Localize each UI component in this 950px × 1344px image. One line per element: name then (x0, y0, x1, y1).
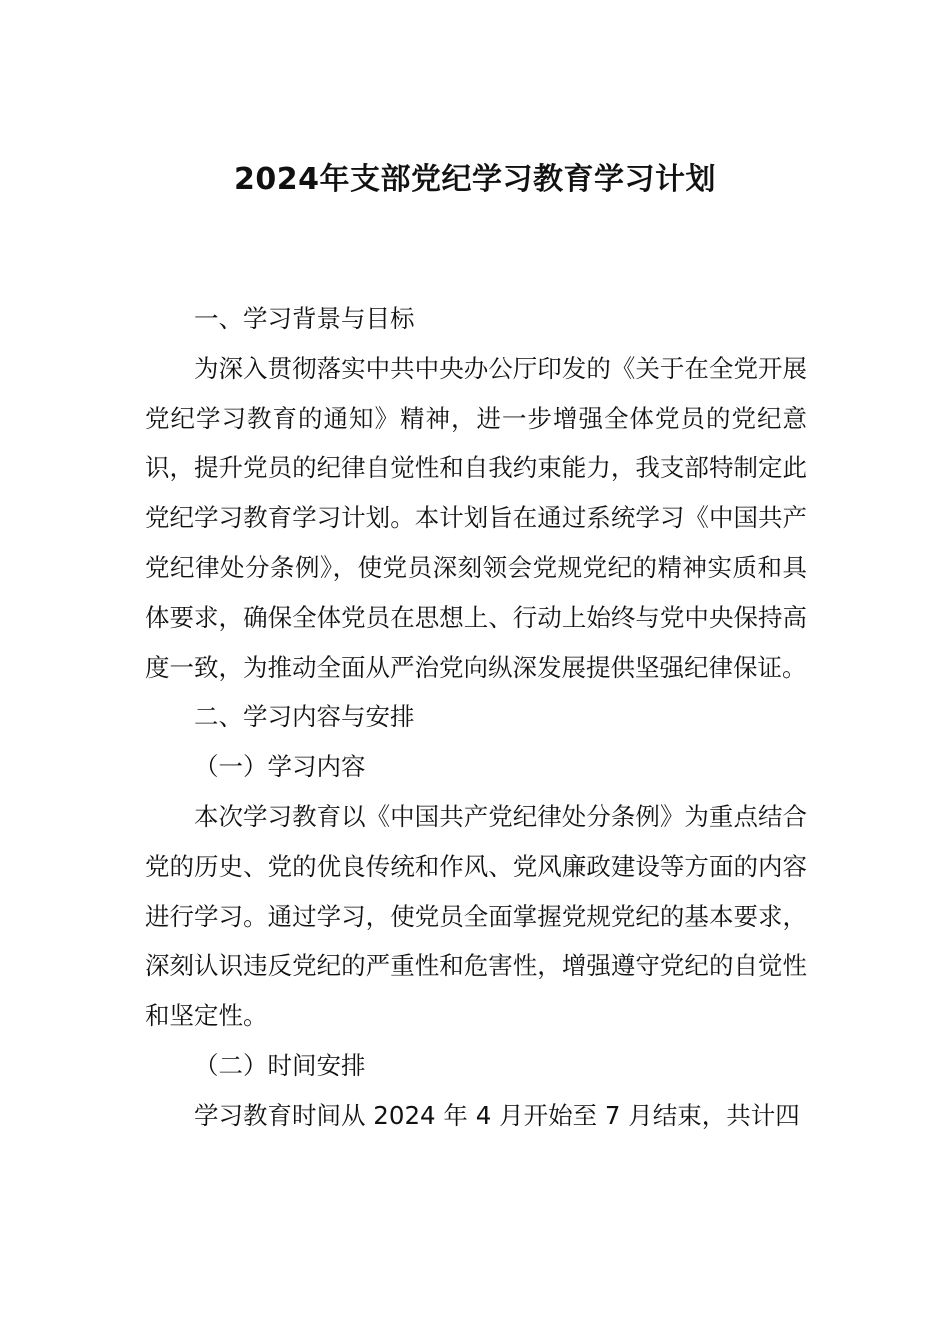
subsection-heading-content: （一）学习内容 (194, 752, 366, 782)
section-paragraph-background: 为深入贯彻落实中共中央办公厅印发的《关于在全党开展党纪学习教育的通知》精神，进一步增强全体党员的党纪意识，提升党员的纪律自觉性和自我约束能力，我支部特制定此党纪学习教育学习计划。本计划旨在通过系统学习《中国共产党纪律处分条例》，使党员深刻领会党规党纪的精神实质和具体要求，确保全体党员在思想上、行动上始终与党中央保持高度一致，为推动全面从严治党向纵深发展提供坚强纪律保证。 (145, 353, 807, 682)
subsection-paragraph-content: 本次学习教育以《中国共产党纪律处分条例》为重点结合党的历史、党的优良传统和作风、党风廉政建设等方面的内容进行学习。通过学习，使党员全面掌握党规党纪的基本要求，深刻认识违反党纪的严重性和危害性，增强遵守党纪的自觉性和坚定性。 (145, 801, 807, 1031)
section-heading-background: 一、学习背景与目标 (194, 304, 415, 333)
subsection-paragraph-schedule: 学习教育时间从 2024 年 4 月开始至 7 月结束，共计四 (194, 1100, 800, 1130)
subsection-heading-schedule: （二）时间安排 (194, 1050, 366, 1080)
document-body (145, 294, 807, 1141)
section-heading-content: 二、学习内容与安排 (194, 702, 415, 732)
document-title: 2024年支部党纪学习教育学习计划 (234, 162, 716, 197)
